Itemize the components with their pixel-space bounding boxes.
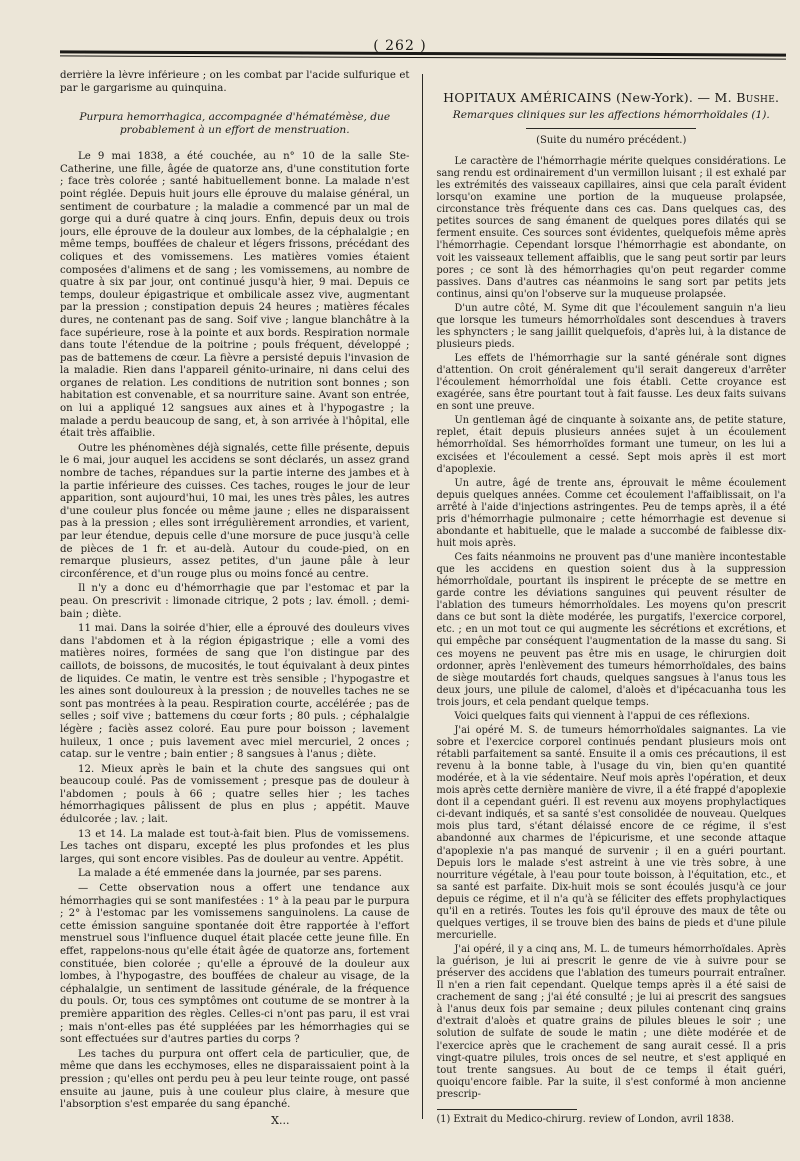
right-article-header [437,90,787,105]
left-paragraph: — Cette observation nous a offert une tendance aux hémorrhagies qui se sont manifestées : 1° à la peau par le purpura ; 2° à l'estomac par les vomissemens sanguinolens. La cause de cette émission sanguine spontanée doit être rapportée à l'effort menstruel sous l'influence duquel était placée cette jeune fille. En effet, rappelons-nous qu'elle était âgée de quatorze ans, fortement constituée, bien colorée ; qu'elle a éprouvé de la douleur aux lombes, à l'hypogastre, des bouffées de chaleur au visage, de la céphalalgie, un sentiment de lassitude générale, de la fréquence du pouls. Or, tous ces symptômes ont coutume de se montrer à la première apparition des règles. Celles-ci n'ont pas paru, il est vrai ; mais n'ont-elles pas été suppléées par les hémorrhagies qui se sont effectuées sur d'autres parties du corps ? [60,883,410,1046]
left-paragraph: 13 et 14. La malade est tout-à-fait bien. Plus de vomissemens. Les taches ont disparu, excepté les plus profondes et les plus larges, qui sont encore visibles. Pas de douleur au ventre. Appétit. [60,828,410,865]
right-paragraph: Un gentleman âgé de cinquante à soixante ans, de petite stature, replet, était depuis plusieurs années sujet à un écoulement hémorrhoïdal. Ses hémorrhoïdes formant une tumeur, on les lui a excisées et l'écoulement a cessé. Sept mois après il est mort d'apoplexie. [436,415,786,475]
left-column [60,70,422,1149]
header-author: — M. Bushe. [697,90,780,105]
left-paragraph: Il n'y a donc eu d'hémorrhagie que par l'estomac et par la peau. On prescrivit : limonade citrique, 2 pots ; lav. émoll. ; demi-bain ; diète. [60,583,410,620]
left-paragraph: Le 9 mai 1838, a été couchée, au n° 10 de la salle Ste-Catherine, une fille, âgée de quatorze ans, d'une constitution forte ; face très colorée ; santé habituellement bonne. La malade n'est point réglée. Depuis huit jours elle éprouve du malaise général, un sentiment de courbature ; la maladie a commencé par un mal de gorge qui a duré quatre à cinq jours. Enfin, depuis deux ou trois jours, elle éprouve de la douleur aux lombes, de la céphalalgie ; en même temps, bouffées de chaleur et légers frissons, précédant des coliques et des vomissemens. Les matières vomies étaient composées d'alimens et de sang ; les vomissemens, au nombre de quatre à six par jour, ont continué jusqu'à hier, 9 mai. Depuis ce temps, douleur épigastrique et ombilicale assez vive, augmentant par la pression ; constipation depuis 24 heures ; matières fécales dures, ne contenant pas de sang. Soif vive ; langue blanchâtre à la face supérieure, rose à la pointe et aux bords. Respiration normale dans toute l'étendue de la poitrine ; pouls fréquent, développé ; pas de battemens de cœur. La fièvre a persisté depuis l'invasion de la maladie. Rien dans l'appareil génito-urinaire, ni dans celui des organes de relation. Les conditions de nutrition sont bonnes ; son habitation est convenable, et sa nourriture saine. Avant son entrée, on lui a appliqué 12 sangsues aux aines et à l'hypogastre ; la malade a perdu beaucoup de sang, et, à son arrivée à l'hôpital, elle était très affaiblie. [60,151,410,440]
left-intro: derrière la lèvre inférieure ; on les combat par l'acide sulfurique et par le gargarisme au quinquina. [60,70,410,94]
article-signature: X... [271,1113,290,1127]
right-article-subtitle: Remarques cliniques sur les affections hémorrhoïdales (1). [452,109,770,121]
header-rule [526,128,696,129]
right-column [423,70,787,1149]
left-paragraph: 12. Mieux après le bain et la chute des sangsues qui ont beaucoup coulé. Pas de vomissement ; presque pas de douleur à l'abdomen ; pouls à 66 ; quatre selles hier ; les taches hémorrhagiques pâlissent de plus en plus ; appétit. Mauve édulcorée ; lav. ; lait. [60,763,410,826]
right-paragraph: Le caractère de l'hémorrhagie mérite quelques considérations. Le sang rendu est ordinairement d'un vermillon luisant ; il est exhalé par les extrémités des vaisseaux capillaires, ainsi que cela paraît évident lorsqu'on examine une portion de la muqueuse prolapsée, circonstance très fréquente dans ces cas. Dans quelques cas, des petites sources de sang émanent de quelques pores dilatés qui se ferment ensuite. Ces sources sont évidentes, quelquefois même après l'hémorrhagie. Cependant lorsque l'hémorrhagie est abondante, on voit les vaisseaux tellement affaiblis, que le sang peut sortir par leurs pores ; ce sont là des hémorrhagies qu'on peut regarder comme passives. Dans d'autres cas néanmoins le sang sort par petits jets continus, ainsi qu'on l'observe sur la muqueuse prolapsée. [436,156,786,300]
page-number: ( 262 ) [373,38,427,54]
header-main: HOPITAUX AMÉRICAINS [443,90,612,105]
right-paragraph: D'un autre côté, M. Syme dit que l'écoulement sanguin n'a lieu que lorsque les tumeurs hémorrhoïdales sont descendues à travers les sphyncters ; le sang jaillit quelquefois, d'après lui, à la distance de plusieurs pieds. [436,302,786,350]
left-paragraph: Les taches du purpura ont offert cela de particulier, que, de même que dans les ecchymoses, elles ne disparaissaient point à la pression ; qu'elles ont perdu peu à peu leur teinte rouge, ont passé ensuite au jaune, puis à une couleur plus claire, à mesure que l'absorption s'est emparée du sang épanché. [60,1048,410,1111]
left-article-title: Purpura hemorrhagica, accompagnée d'hématémèse, due probablement à un effort de menstruation. [79,111,391,137]
right-paragraph: J'ai opéré, il y a cinq ans, M. L. de tumeurs hémorrhoïdales. Après la guérison, je lui ai prescrit le genre de vie à suivre pour se préserver des accidens que l'ablation des tumeurs pourrait entraîner. Il n'en a rien fait cependant. Quelque temps après il a été saisi de crachement de sang ; j'ai été consulté ; je lui ai prescrit des sangsues à l'anus deux fois par semaine ; deux pilules contenant cinq grains d'extrait d'aloès et quatre grains de pilules bleues le soir ; une solution de sulfate de soude le matin ; une diète modérée et de l'exercice après que le crachement de sang aurait cessé. Il a pris vingt-quatre pilules, trois onces de sel neutre, et s'est appliqué en tout trente sangsues. Au bout de ce temps il était guéri, quoiqu'encore faible. Par la suite, il s'est conformé à mon ancienne prescrip- [436,944,786,1100]
right-paragraph: Un autre, âgé de trente ans, éprouvait le même écoulement depuis quelques années. Comme cet écoulement l'affaiblissait, on l'a arrêté à l'aide d'injections astringentes. Peu de temps après, il a été pris d'hémorrhagie pulmonaire ; cette hémorrhagie est devenue si abondante et habituelle, que le malade a succombé de faiblesse dix-huit mois après. [436,477,786,549]
left-paragraph: 11 mai. Dans la soirée d'hier, elle a éprouvé des douleurs vives dans l'abdomen et à la région épigastrique ; elle a vomi des matières noires, formées de sang que l'on distingue par des caillots, de boissons, de mucosités, le tout équivalant à deux pintes de liquides. Ce matin, le ventre est très sensible ; l'hypogastre et les aines sont douloureux à la pression ; de nouvelles taches ne se sont pas montrées à la peau. Respiration courte, accélérée ; pas de selles ; soif vive ; battemens du cœur forts ; 80 puls. ; céphalalgie légère ; faciès assez coloré. Eau pure pour boisson ; lavement huileux, 1 once ; puis lavement avec miel mercuriel, 2 onces ; catap. sur le ventre ; bain entier ; 8 sangsues à l'anus ; diète. [60,623,410,761]
right-paragraph: Voici quelques faits qui viennent à l'appui de ces réflexions. [454,710,750,722]
right-paragraph: Les effets de l'hémorrhagie sur la santé générale sont dignes d'attention. On croit généralement qu'il serait dangereux d'arrêter l'écoulement hémorrhoïdal une fois établi. Cette croyance est exagérée, sans être pourtant tout à fait fausse. Les deux faits suivans en sont une preuve. [436,353,786,413]
left-paragraph: La malade a été emmenée dans la journée, par ses parens. [78,868,382,880]
right-paragraph: Ces faits néanmoins ne prouvent pas d'une manière incontestable que les accidens en question soient dus à la suppression hémorrhoïdale, pourtant ils inspirent le précepte de se mettre en garde contre les déviations sanguines qui peuvent résulter de l'ablation des tumeurs hémorrhoïdales. Les moyens qu'on prescrit dans ce but sont la diète modérée, les purgatifs, l'exercice corporel, etc. ; en un mot tout ce qui augmente les sécrétions et excrétions, et qui empêche par conséquent l'augmentation de la masse du sang. Si ces moyens ne peuvent pas être mis en usage, le chirurgien doit ordonner, après l'enlèvement des tumeurs hémorrhoïdales, des bains de siège moutardés fort chauds, quelques sangsues à l'anus tous les deux jours, une pilule de calomel, d'aloès et d'ipécacuanha tous les trois jours, et cela pendant quelque temps. [436,552,786,708]
header-place: (New-York). [616,90,694,105]
footnote-rule [437,1109,577,1110]
left-paragraph: Outre les phénomènes déjà signalés, cette fille présente, depuis le 6 mai, jour auquel les accidens se sont déclarés, un assez grand nombre de taches, répandues sur la partie interne des jambes et à la partie inférieure des cuisses. Ces taches, rouges le jour de leur apparition, sont aujourd'hui, 10 mai, les unes très pâles, les autres d'une couleur plus foncée ou même jaune ; elles ne disparaissent pas à la pression ; elles sont irrégulièrement arrondies, et varient, par leur étendue, depuis celle d'une morsure de puce jusqu'à celle de pièces de 1 fr. et au-delà. Autour du coude-pied, on en remarque plusieurs, assez petites, d'un jaune pâle à leur circonférence, et d'un rouge plus ou moins foncé au centre. [60,442,410,580]
right-paragraph: J'ai opéré M. S. de tumeurs hémorrhoïdales saignantes. La vie sobre et l'exercice corporel continués pendant plusieurs mois ont rétabli parfaitement sa santé. Ensuite il a omis ces précautions, il est revenu à la bonne table, à l'usage du vin, bien qu'en quantité modérée, et à la vie sédentaire. Neuf mois après l'opération, et deux mois après cette dernière manière de vivre, il a été frappé d'apoplexie dont il a cependant guéri. Il est revenu aux moyens prophylactiques ci-devant indiqués, et sa santé s'est consolidée de nouveau. Quelques mois plus tard, s'étant délaissé encore de ce régime, il s'est abandonné aux charmes de l'épicurisme, et une seconde attaque d'apoplexie n'a pas manqué de survenir ; il en a guéri pourtant. Depuis lors le malade s'est astreint à une vie très sobre, à une nourriture végétale, à l'eau pour toute boisson, à l'équitation, etc., et sa santé est parfaite. Dix-huit mois se sont écoulés jusqu'à ce jour depuis ce régime, et il n'a qu'à se féliciter des effets prophylactiques qu'il en a retirés. Toutes les fois qu'il éprouve des maux de tête ou quelques vertiges, il se trouve bien des bains de pieds et d'une pilule mercurielle. [436,724,786,941]
two-column-layout [60,70,786,1149]
continued-note: (Suite du numéro précédent.) [536,135,687,146]
footnote: (1) Extrait du Medico-chirurg. review of London, avril 1838. [436,1113,735,1125]
